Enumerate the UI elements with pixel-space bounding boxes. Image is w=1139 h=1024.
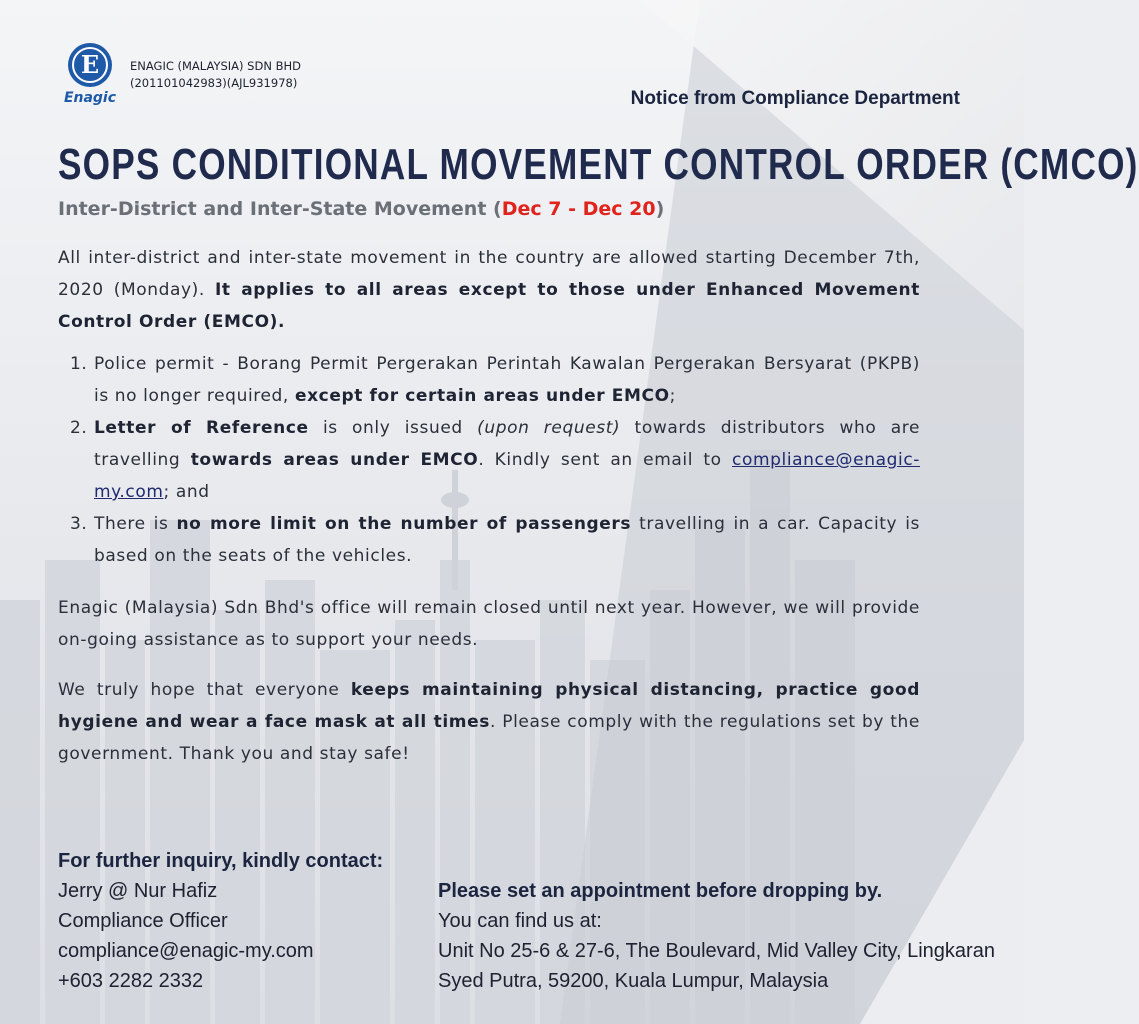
compliance-email-link[interactable]: compliance@enagic-my.com [94, 450, 921, 502]
address-line: Syed Putra, 59200, Kuala Lumpur, Malaysia [438, 970, 829, 992]
intro-text: All inter-district and inter-state movement in the country are allowed starting December 7th, 2020 (Monday). [58, 248, 920, 300]
enagic-logo [60, 40, 126, 106]
list-number: 3. [70, 514, 88, 534]
list-text: Police permit - Borang Permit Pergerakan Perintah Kawalan Pergerakan Bersyarat (PKPB) is no longer required, [94, 354, 920, 406]
list-bold: Letter of Reference [94, 418, 309, 438]
rules-list [58, 348, 920, 572]
list-text: towards distributors who are travelling [94, 418, 921, 470]
address-heading: Please set an appointment before dropping by. [438, 880, 883, 902]
contact-role: Compliance Officer [58, 910, 228, 932]
page-title: SOPS CONDITIONAL MOVEMENT CONTROL ORDER (CMCO) [58, 140, 1139, 189]
closing-bold: keeps maintaining physical distancing, practice good hygiene and wear a face mask at all times [58, 680, 921, 732]
address-intro: You can find us at: [438, 910, 602, 932]
contact-name: Jerry @ Nur Hafiz [58, 880, 218, 902]
company-info [130, 58, 301, 92]
list-bold: except for certain areas under EMCO [294, 386, 670, 406]
company-registration: (201101042983)(AJL931978) [130, 76, 298, 90]
list-text: . Kindly sent an email to [478, 450, 733, 470]
list-number: 1. [70, 354, 88, 374]
logo-letter: E [80, 50, 100, 79]
intro-paragraph [58, 242, 920, 338]
list-bold: towards areas under EMCO [190, 450, 479, 470]
list-item [58, 508, 920, 572]
list-text: is only issued [308, 418, 478, 438]
office-paragraph: Enagic (Malaysia) Sdn Bhd's office will remain closed until next year. However, we will provide on-going assistance as to support your needs. [58, 598, 920, 650]
list-text: ; [669, 386, 676, 406]
closing-paragraph [58, 674, 920, 770]
contact-email[interactable]: compliance@enagic-my.com [58, 940, 314, 962]
list-italic: (upon request) [477, 418, 621, 438]
contact-heading: For further inquiry, kindly contact: [58, 850, 384, 872]
company-name: ENAGIC (MALAYSIA) SDN BHD [130, 59, 301, 73]
intro-bold: It applies to all areas except to those under Enhanced Movement Control Order (EMCO). [58, 280, 920, 332]
subtitle-dates: Dec 7 - Dec 20 [501, 198, 656, 220]
list-number: 2. [70, 418, 88, 438]
list-text: There is [94, 514, 177, 534]
contact-block [58, 846, 383, 996]
list-text: travelling in a car. Capacity is based on the seats of the vehicles. [94, 514, 920, 566]
subtitle [58, 198, 664, 220]
list-text: ; and [163, 482, 210, 502]
contact-phone[interactable]: +603 2282 2332 [58, 970, 204, 992]
logo-wordmark: Enagic [63, 90, 117, 106]
list-bold: no more limit on the number of passengers [176, 514, 632, 534]
notice-label: Notice from Compliance Department [630, 88, 960, 109]
list-item [58, 412, 920, 508]
subtitle-prefix: Inter-District and Inter-State Movement ( [58, 198, 502, 220]
subtitle-suffix: ) [655, 198, 665, 220]
closing-text: . Please comply with the regulations set by the government. Thank you and stay safe! [58, 712, 920, 764]
closing-text: We truly hope that everyone [58, 680, 351, 700]
address-line: Unit No 25-6 & 27-6, The Boulevard, Mid Valley City, Lingkaran [438, 940, 995, 962]
list-item [58, 348, 920, 412]
address-block [438, 876, 995, 996]
